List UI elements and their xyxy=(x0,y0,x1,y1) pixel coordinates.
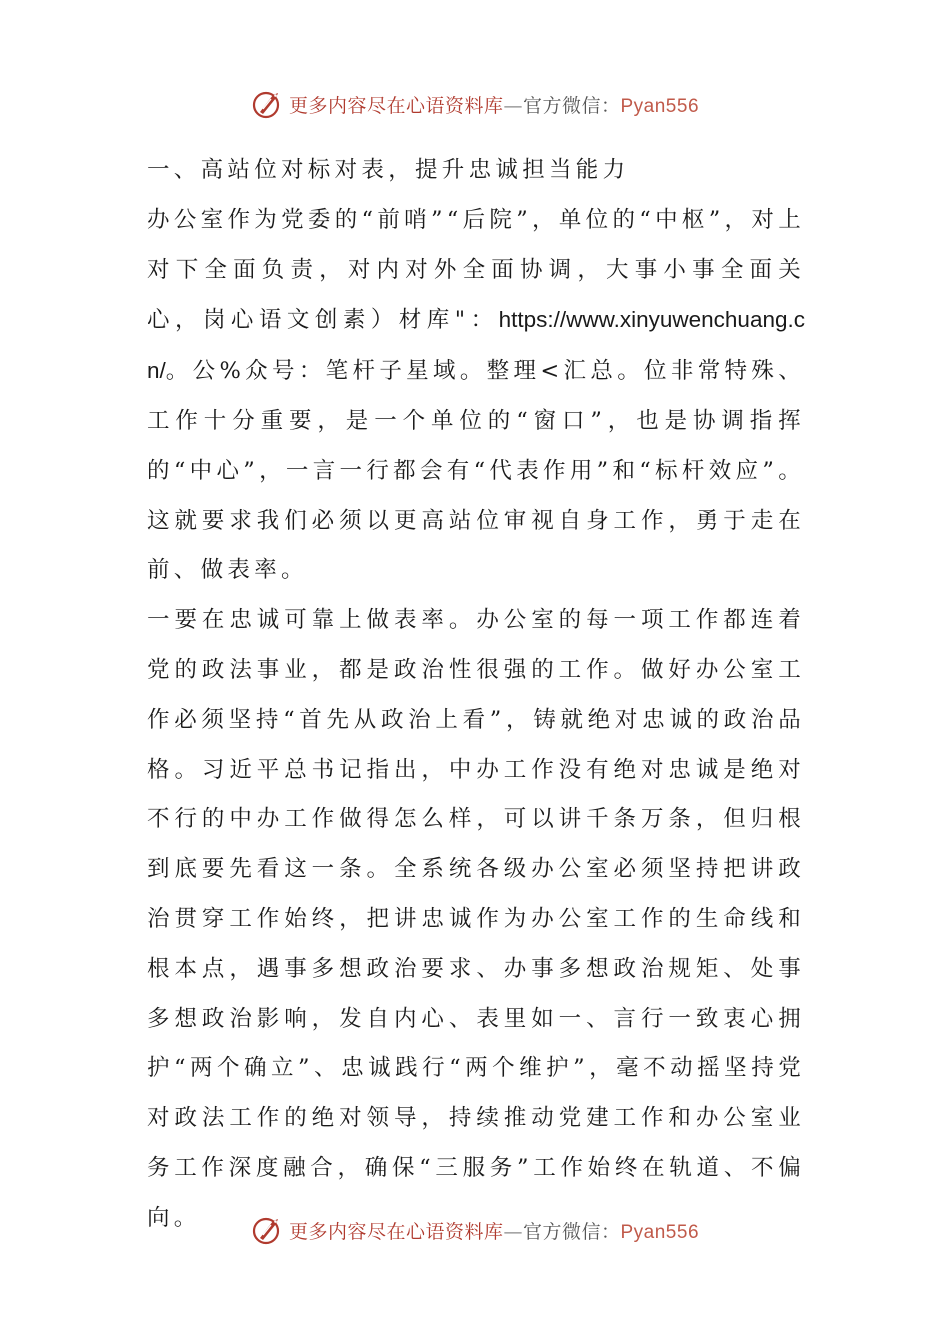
banner-wechat-id: Pyan556 xyxy=(620,1221,700,1243)
paragraph-1-part-b: 。公%众号：笔杆子星域。整理<汇总。位非常特殊、工作十分重要，是一个单位的“窗口”，也是协调指挥的“中心”，一言一行都会有“代表作用”和“标杆效应”。这就要求我们必须以更高站位审视自身工作，勇于走在前、做表率。 xyxy=(147,358,805,584)
section-heading: 一、高站位对标对表，提升忠诚担当能力 xyxy=(147,157,630,183)
banner-separator: — xyxy=(503,1220,523,1243)
banner-text xyxy=(289,91,699,118)
banner-wechat-label: 官方微信： xyxy=(522,1220,621,1243)
banner-wechat-label: 官方微信： xyxy=(522,94,621,117)
paragraph-1 xyxy=(147,196,805,596)
banner-text xyxy=(289,1217,699,1244)
document-body xyxy=(147,146,805,1244)
banner-main-text: 更多内容尽在心语资料库 xyxy=(288,94,504,117)
header-banner xyxy=(0,84,950,124)
paragraph-2: 一要在忠诚可靠上做表率。办公室的每一项工作都连着党的政法事业，都是政治性很强的工作。做好办公室工作必须坚持“首先从政治上看”，铸就绝对忠诚的政治品格。习近平总书记指出，中办工作没有绝对忠诚是绝对不行的中办工作做得怎么样，可以讲千条万条，但归根到底要先看这一条。全系统各级办公室必须坚持把讲政治贯穿工作始终，把讲忠诚作为办公室工作的生命线和根本点，遇事多想政治要求、办事多想政治规矩、处事多想政治影响，发自内心、表里如一、言行一致衷心拥护“两个确立”、忠诚践行“两个维护”，毫不动摇坚持党对政法工作的绝对领导，持续推动党建工作和办公室业务工作深度融合，确保“三服务”工作始终在轨道、不偏向。 xyxy=(147,607,805,1231)
banner-separator: — xyxy=(503,94,523,117)
paragraph-1-part-a: 办公室作为党委的“前哨”“后院”，单位的“中枢”，对上对下全面负责，对内对外全面协调，大事小事全面关心，岗心语文创素）材库"： xyxy=(147,206,805,334)
banner-main-text: 更多内容尽在心语资料库 xyxy=(288,1220,504,1243)
pen-nib-circle-icon xyxy=(251,1213,285,1247)
pen-nib-circle-icon xyxy=(251,87,285,121)
footer-banner xyxy=(0,1210,950,1250)
paragraph-1-url[interactable]: https://www.xinyuwenchuang.cn/ xyxy=(147,307,805,384)
banner-wechat-id: Pyan556 xyxy=(620,95,700,117)
